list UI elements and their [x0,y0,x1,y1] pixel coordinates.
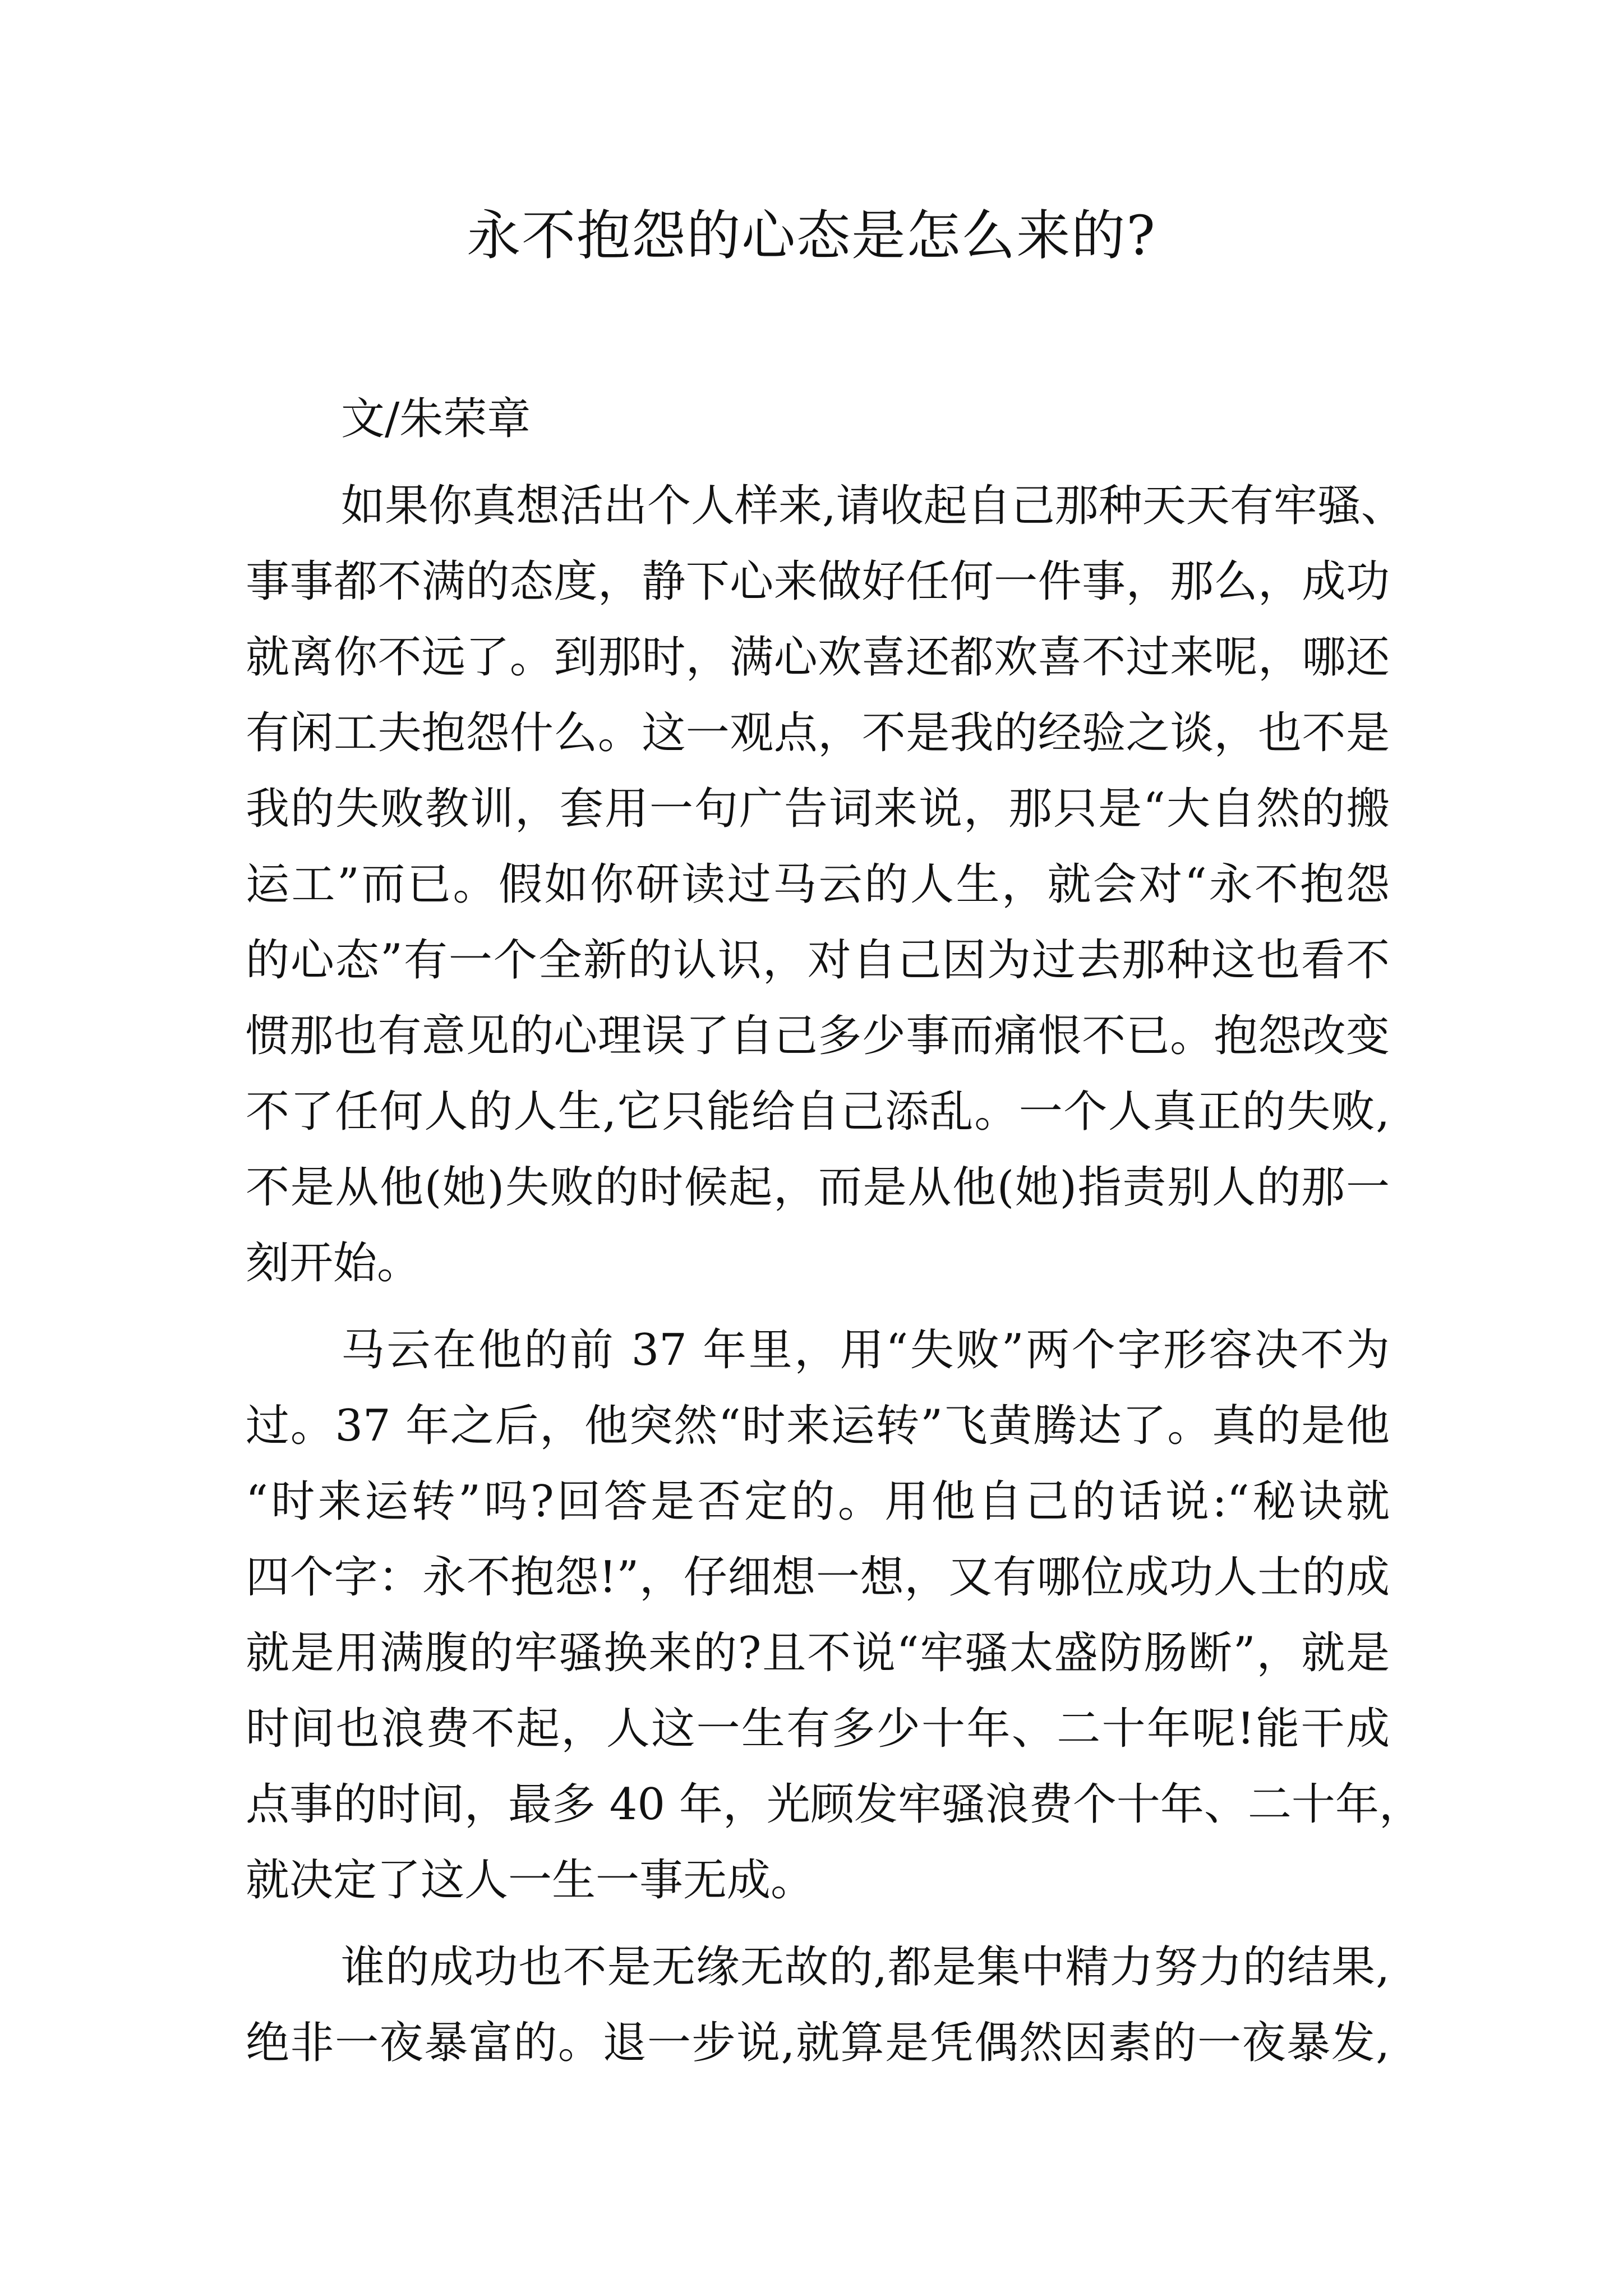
paragraph-line: 事事都不满的态度，静下心来做好任何一件事，那么，成功 [246,556,1390,607]
paragraph-line: 四个字：永不抱怨!”，仔细想一想，又有哪位成功人士的成 [246,1552,1390,1603]
paragraph-line: 绝非一夜暴富的。退一步说,就算是凭偶然因素的一夜暴发, [246,2018,1390,2068]
document-body [246,381,1423,2081]
paragraph-line: 不是从他(她)失败的时候起，而是从他(她)指责别人的那一 [246,1162,1390,1213]
paragraph-line: 惯那也有意见的心理误了自己多少事而痛恨不已。抱怨改变 [246,1011,1390,1061]
author-line: 文/朱荣章 [341,394,531,444]
paragraph-line: 就是用满腹的牢骚换来的?且不说“牢骚太盛防肠断”，就是 [246,1628,1390,1678]
paragraph-line: 谁的成功也不是无缘无故的,都是集中精力努力的结果, [341,1942,1390,1993]
paragraph-line: 运工”而已。假如你研读过马云的人生，就会对“永不抱怨 [246,859,1390,910]
paragraph-line: 的心态”有一个全新的认识，对自己因为过去那种这也看不 [246,935,1390,986]
paragraph-3 [246,1930,1390,2081]
paragraph-line: 我的失败教训，套用一句广告词来说，那只是“大自然的搬 [246,784,1390,834]
paragraph-2 [246,1313,1423,1918]
paragraph-line: 如果你真想活出个人样来,请收起自己那种天天有牢骚、 [341,481,1405,531]
paragraph-line: 不了任何人的人生,它只能给自己添乱。一个人真正的失败, [246,1087,1390,1137]
paragraph-line: 就决定了这人一生一事无成。 [246,1855,815,1906]
paragraph-1 [246,468,1405,1301]
paragraph-line: 过。37 年之后，他突然“时来运转”飞黄腾达了。真的是他 [246,1401,1390,1451]
paragraph-line: 刻开始。 [246,1238,421,1289]
paragraph-line: “时来运转”吗?回答是否定的。用他自己的话说:“秘诀就 [246,1476,1390,1527]
paragraph-line: 就离你不远了。到那时，满心欢喜还都欢喜不过来呢，哪还 [246,632,1390,683]
paragraph-line: 时间也浪费不起，人这一生有多少十年、二十年呢!能干成 [246,1704,1390,1754]
paragraph-line: 有闲工夫抱怨什么。这一观点，不是我的经验之谈，也不是 [246,708,1390,758]
paragraph-line: 马云在他的前 37 年里，用“失败”两个字形容决不为 [341,1325,1390,1375]
paragraph-line: 点事的时间，最多 40 年，光顾发牢骚浪费个十年、二十年， [246,1779,1423,1830]
document-title: 永不抱怨的心态是怎么来的? [467,204,1156,267]
